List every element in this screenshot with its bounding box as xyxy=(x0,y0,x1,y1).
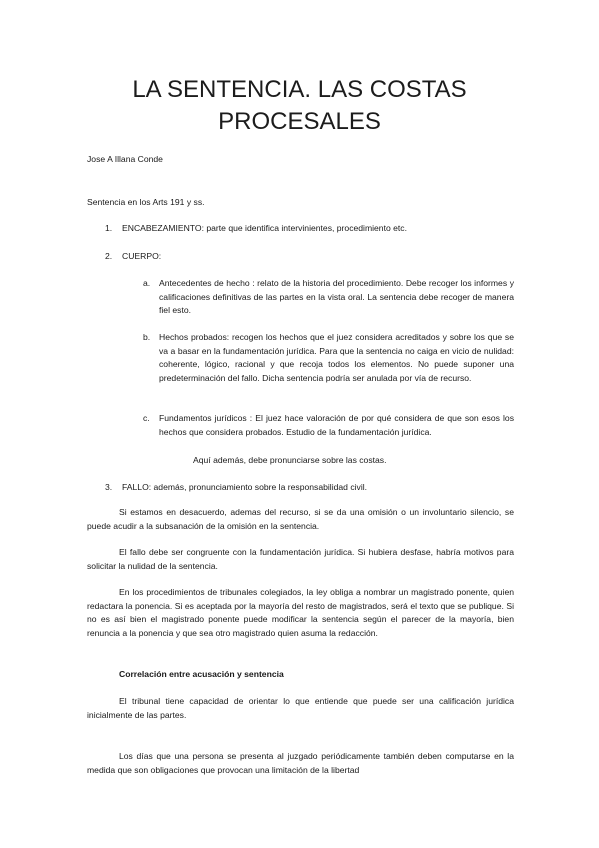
list-item-encabezamiento: ENCABEZAMIENTO: parte que identifica intervinientes, procedimiento etc. xyxy=(122,223,407,233)
sublist-item-hechos-probados: Hechos probados: recogen los hechos que el juez considera acreditados y sobre los que se va a basar en la fundamentación jurídica. Para que la sentencia no caiga en vicio de nulidad: coherente, lógico, racional y que recoja todos los elementos. No puede suponer una predeterminación del fallo. Dicha sentencia podría ser anulada por vía de recurso. xyxy=(159,332,514,383)
sublist-letter: b. xyxy=(143,332,151,342)
section-heading: Correlación entre acusación y sentencia xyxy=(119,669,284,679)
paragraph-desacuerdo: Si estamos en desacuerdo, ademas del recurso, si se da una omisión o un involuntario silencio, se puede acudir a la subsanación de la omisión en la sentencia. xyxy=(87,507,514,531)
paragraph-capacidad-tribunal: El tribunal tiene capacidad de orientar lo que entiende que puede ser una calificación jurídica inicialmente de las partes. xyxy=(87,696,514,720)
list-item-number: 3. xyxy=(105,482,113,492)
costas-note: Aquí además, debe pronunciarse sobre las costas. xyxy=(193,455,387,465)
paragraph-fallo-congruente: El fallo debe ser congruente con la fundamentación jurídica. Si hubiera desfase, habría motivos para solicitar la nulidad de la sentencia. xyxy=(87,547,514,571)
list-item-cuerpo: CUERPO: xyxy=(122,251,162,261)
sublist-item-fundamentos: Fundamentos jurídicos : El juez hace valoración de por qué considera de que son esos los hechos que considera probados. Estudio de la fundamentación jurídica. xyxy=(159,413,514,437)
list-item-fallo: FALLO: además, pronunciamiento sobre la responsabilidad civil. xyxy=(122,482,368,492)
paragraph-dias-juzgado: Los días que una persona se presenta al juzgado periódicamente también deben computarse en la medida que son obligaciones que provocan una limitación de la libertad xyxy=(87,751,514,775)
title-line-1: LA SENTENCIA. LAS COSTAS xyxy=(132,76,467,103)
intro-text: Sentencia en los Arts 191 y ss. xyxy=(87,197,205,207)
sublist-letter: a. xyxy=(143,278,151,288)
list-item-number: 2. xyxy=(105,251,113,261)
author-name: Jose A Illana Conde xyxy=(87,154,163,164)
title-line-2: PROCESALES xyxy=(218,108,381,135)
list-item-number: 1. xyxy=(105,223,113,233)
document-title xyxy=(0,74,599,138)
paragraph-tribunales-colegiados: En los procedimientos de tribunales colegiados, la ley obliga a nombrar un magistrado ponente, quien redactara la ponencia. Si es aceptada por la mayoría del resto de magistrados, será el texto que se publique. Si no es así bien el magistrado ponente puede modificar la sentencia según el parecer de la mayoría, bien renuncia a la ponencia y que sea otro magistrado quien asuma la redacción. xyxy=(87,587,514,638)
sublist-item-antecedentes: Antecedentes de hecho : relato de la historia del procedimiento. Debe recoger los informes y calificaciones definitivas de las partes en la vista oral. La sentencia debe recoger de manera fiel esto. xyxy=(159,278,514,315)
sublist-letter: c. xyxy=(143,413,150,423)
